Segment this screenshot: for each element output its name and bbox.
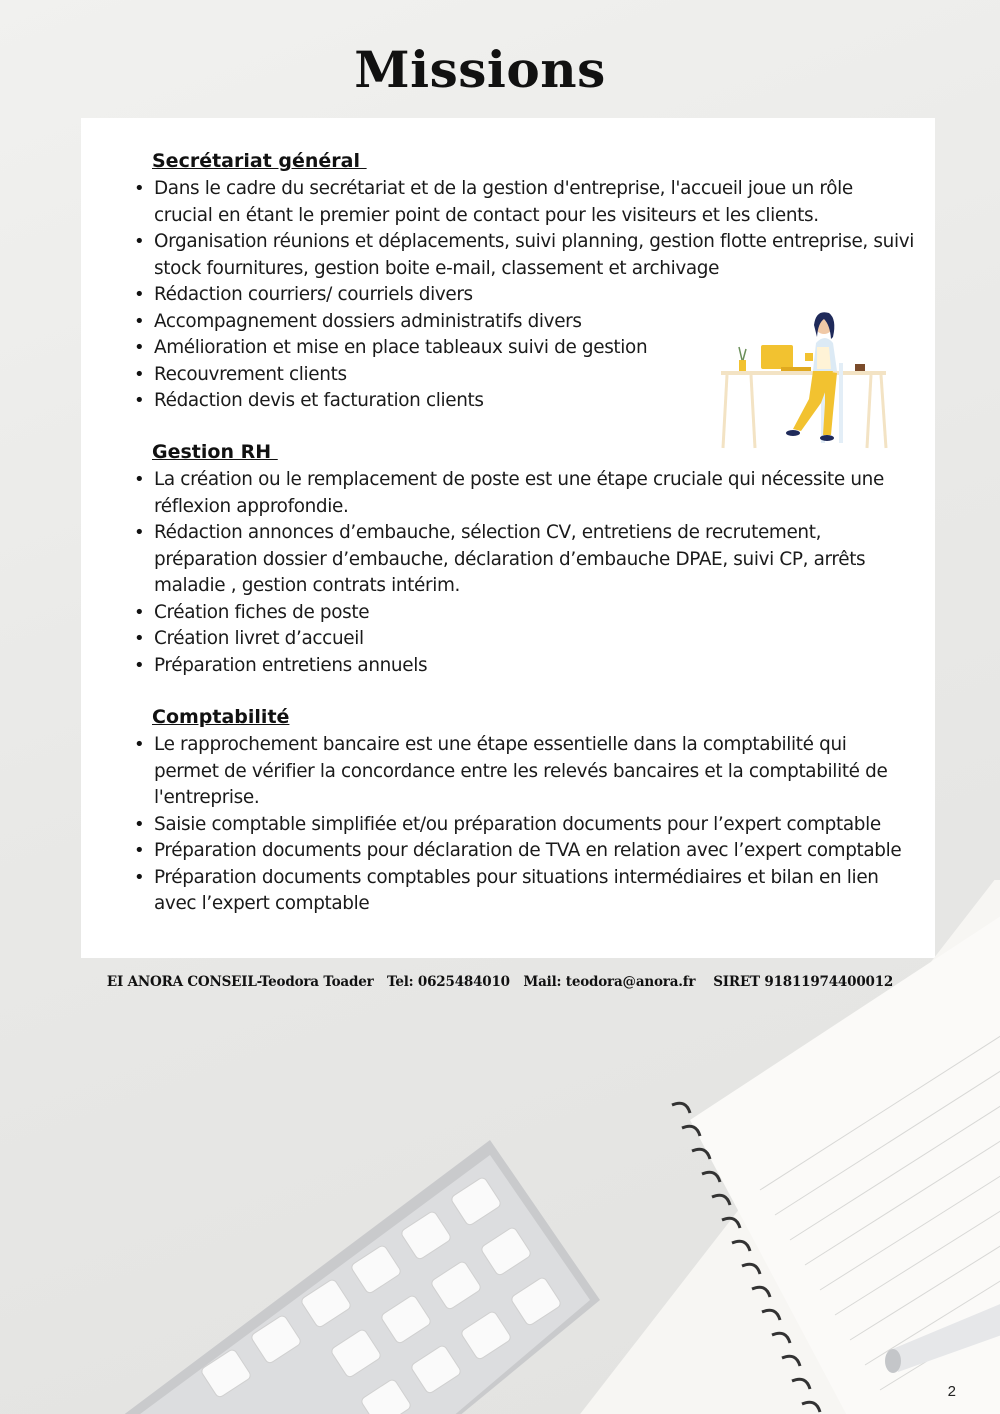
list-item: • Préparation documents comptables pour situations intermédiaires et bilan en lien avec l’expert comptable: [154, 865, 914, 918]
keyboard-notebook-photo: [0, 880, 1000, 1414]
list-item: • La création ou le remplacement de poste est une étape cruciale qui nécessite une réflexion approfondie.: [154, 467, 914, 520]
list-item: • Le rapprochement bancaire est une étape essentielle dans la comptabilité qui permet de vérifier la concordance entre les relevés bancaires et la comptabilité de l'entreprise.: [154, 732, 914, 812]
list-item: • Accompagnement dossiers administratifs divers: [154, 309, 914, 336]
list-item: • Préparation entretiens annuels: [154, 653, 914, 680]
bullet-list: [154, 467, 914, 679]
list-item: • Préparation documents pour déclaration de TVA en relation avec l’expert comptable: [154, 838, 914, 865]
section-heading: Gestion RH: [152, 441, 278, 463]
page-number: 2: [947, 1383, 956, 1400]
section-heading: Secrétariat général: [152, 150, 367, 172]
content-card: [81, 118, 935, 958]
list-item: • Dans le cadre du secrétariat et de la gestion d'entreprise, l'accueil joue un rôle crucial en étant le premier point de contact pour les visiteurs et les clients.: [154, 176, 914, 229]
list-item: • Amélioration et mise en place tableaux suivi de gestion: [154, 335, 914, 362]
woman-at-desk-illustration: [721, 303, 891, 453]
list-item: • Recouvrement clients: [154, 362, 914, 389]
list-item: • Rédaction devis et facturation clients: [154, 388, 914, 415]
list-item: • Saisie comptable simplifiée et/ou préparation documents pour l’expert comptable: [154, 812, 914, 839]
list-item: • Création fiches de poste: [154, 600, 914, 627]
section-heading: Comptabilité: [152, 706, 290, 728]
list-item: • Organisation réunions et déplacements, suivi planning, gestion flotte entreprise, suivi stock fournitures, gestion boite e-mail, classement et archivage: [154, 229, 914, 282]
footer-contact-info: EI ANORA CONSEIL-Teodora Toader Tel: 0625484010 Mail: teodora@anora.fr SIRET 91811974400012: [106, 974, 894, 990]
list-item: • Création livret d’accueil: [154, 626, 914, 653]
page-title: Missions: [354, 40, 606, 99]
list-item: • Rédaction courriers/ courriels divers: [154, 282, 914, 309]
list-item: • Rédaction annonces d’embauche, sélection CV, entretiens de recrutement, préparation dossier d’embauche, déclaration d’embauche DPAE, suivi CP, arrêts maladie , gestion contrats intérim.: [154, 520, 914, 600]
